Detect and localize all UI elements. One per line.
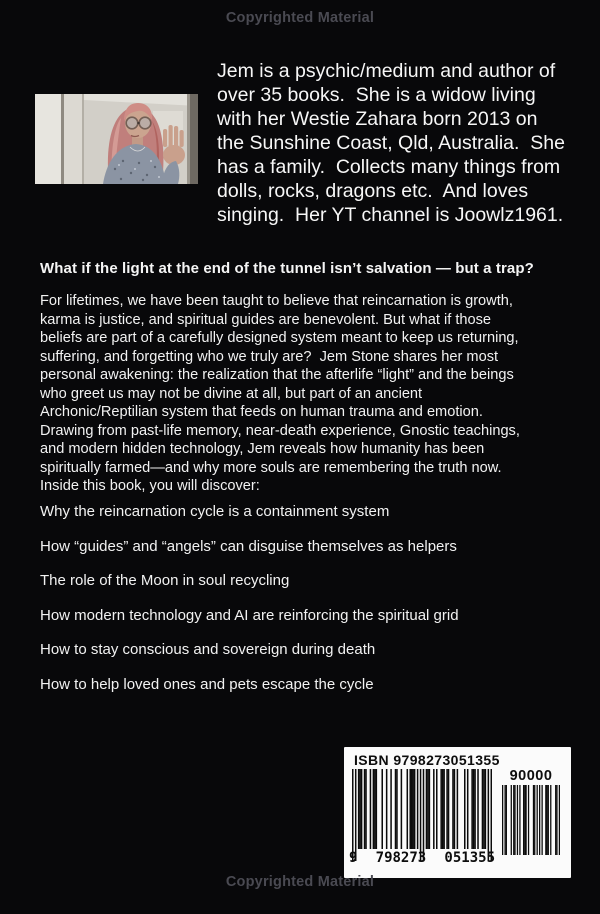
author-bio: Jem is a psychic/medium and author of over 35 books. She is a widow living with her Westie Zahara born 2013 on the Sunshine Coast, Qld, Australia. She has a family. Collects many things from dolls, rocks, dragons etc. And loves singing. Her YT channel is Joowlz1961.: [217, 60, 565, 226]
book-description: For lifetimes, we have been taught to believe that reincarnation is growth, karma is justice, and spiritual guides are benevolent. But what if those beliefs are part of a carefully designed system meant to keep us returning, suffering, and forgetting who we truly are? Jem Stone shares her most personal awakening: the realization that the afterlife “light” and the beings who greet us may not be divine at all, but part of an ancient Archonic/Reptilian system that feeds on human trauma and emotion. Drawing from past-life memory, near-death experience, Gnostic teachings, and modern hidden technology, Jem reveals how humanity has been spiritually farmed—and why more souls are remembering the truth now. Inside this book, you will discover:: [40, 293, 520, 494]
tagline: What if the light at the end of the tunnel isn’t salvation — but a trap?: [40, 260, 534, 277]
list-item: How to help loved ones and pets escape the cycle: [40, 675, 374, 693]
list-item: How to stay conscious and sovereign during death: [40, 641, 376, 658]
isbn-digit-group2: 051355: [444, 850, 495, 866]
author-photo-image: [35, 83, 198, 195]
price-code: 90000: [509, 768, 553, 784]
list-item: Why the reincarnation cycle is a containment system: [40, 503, 390, 520]
isbn-label: ISBN 9798273051355: [354, 752, 500, 768]
list-item: How modern technology and AI are reinforcing the spiritual grid: [40, 606, 459, 624]
list-item: How “guides” and “angels” can disguise themselves as helpers: [40, 537, 457, 555]
supplement-barcode: [502, 785, 560, 855]
isbn-human-digits: [349, 850, 495, 866]
discover-list: [40, 503, 459, 710]
barcode-panel: [344, 747, 571, 878]
copyright-notice-bottom: Copyrighted Material: [225, 874, 375, 890]
copyright-notice-top: Copyrighted Material: [225, 10, 375, 26]
isbn-digit-lead: 9: [349, 850, 358, 866]
isbn-digit-group1: 798273: [375, 850, 427, 866]
author-photo: [35, 83, 198, 195]
list-item: The role of the Moon in soul recycling: [40, 572, 290, 589]
